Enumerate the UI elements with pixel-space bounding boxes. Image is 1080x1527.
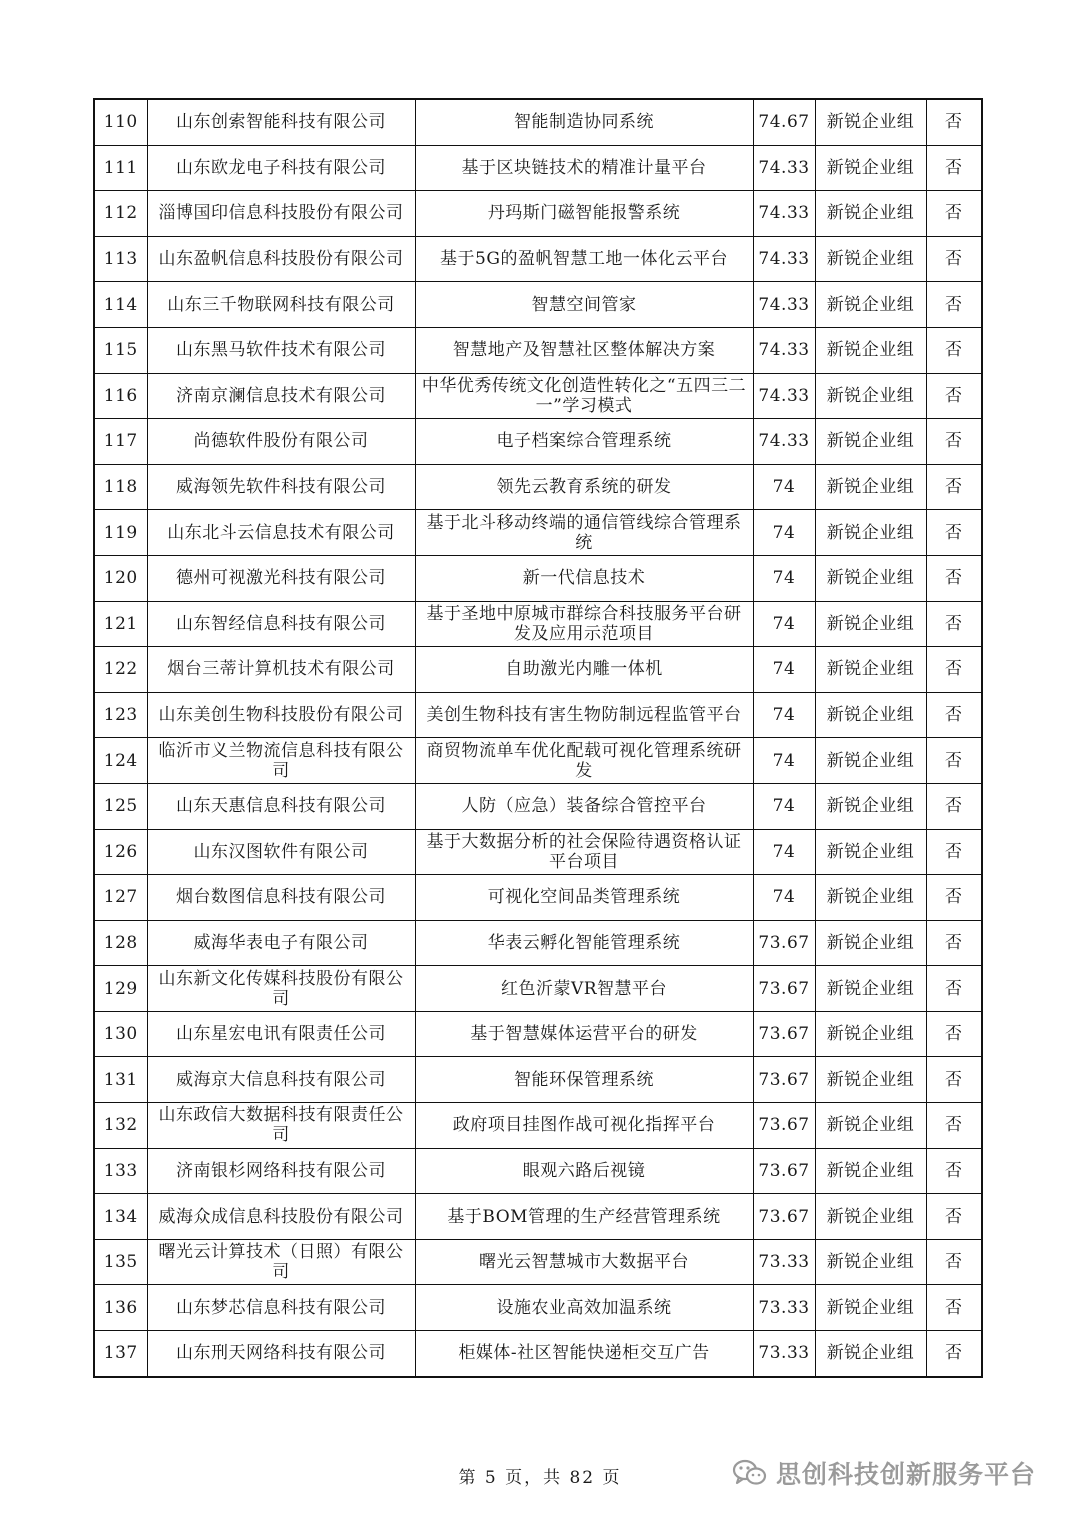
- flag-cell: 否: [926, 327, 982, 373]
- row-number-cell: 126: [94, 829, 147, 875]
- company-name-cell: 烟台三蒂计算机技术有限公司: [147, 647, 415, 693]
- company-name-cell: 山东天惠信息科技有限公司: [147, 783, 415, 829]
- company-name-cell: 山东刑天网络科技有限公司: [147, 1331, 415, 1377]
- flag-cell: 否: [926, 236, 982, 282]
- group-cell: 新锐企业组: [815, 464, 926, 510]
- table-row: [94, 783, 982, 829]
- project-name-cell: 丹玛斯门磁智能报警系统: [415, 191, 753, 237]
- flag-cell: 否: [926, 692, 982, 738]
- table-row: [94, 1148, 982, 1194]
- group-cell: 新锐企业组: [815, 783, 926, 829]
- company-name-cell: 尚德软件股份有限公司: [147, 419, 415, 465]
- company-name-cell: 威海京大信息科技有限公司: [147, 1057, 415, 1103]
- project-name-cell: 新一代信息技术: [415, 555, 753, 601]
- company-name-cell: 山东汉图软件有限公司: [147, 829, 415, 875]
- group-cell: 新锐企业组: [815, 692, 926, 738]
- project-name-cell: 美创生物科技有害生物防制远程监管平台: [415, 692, 753, 738]
- group-cell: 新锐企业组: [815, 373, 926, 419]
- row-number-cell: 110: [94, 99, 147, 145]
- company-name-cell: 威海领先软件科技有限公司: [147, 464, 415, 510]
- group-cell: 新锐企业组: [815, 282, 926, 328]
- score-cell: 74: [753, 510, 815, 556]
- group-cell: 新锐企业组: [815, 829, 926, 875]
- flag-cell: 否: [926, 875, 982, 921]
- project-name-cell: 眼观六路后视镜: [415, 1148, 753, 1194]
- table-row: [94, 966, 982, 1012]
- table-row: [94, 191, 982, 237]
- score-cell: 74: [753, 783, 815, 829]
- row-number-cell: 121: [94, 601, 147, 647]
- score-cell: 74.33: [753, 191, 815, 237]
- row-number-cell: 122: [94, 647, 147, 693]
- group-cell: 新锐企业组: [815, 647, 926, 693]
- row-number-cell: 131: [94, 1057, 147, 1103]
- project-name-cell: 智能环保管理系统: [415, 1057, 753, 1103]
- project-name-cell: 智能制造协同系统: [415, 99, 753, 145]
- flag-cell: 否: [926, 191, 982, 237]
- row-number-cell: 115: [94, 327, 147, 373]
- score-cell: 73.67: [753, 1103, 815, 1149]
- company-name-cell: 曙光云计算技术（日照）有限公司: [147, 1239, 415, 1285]
- table-row: [94, 1057, 982, 1103]
- row-number-cell: 136: [94, 1285, 147, 1331]
- group-cell: 新锐企业组: [815, 1148, 926, 1194]
- flag-cell: 否: [926, 373, 982, 419]
- score-cell: 73.67: [753, 920, 815, 966]
- table-body: [94, 99, 982, 1377]
- flag-cell: 否: [926, 920, 982, 966]
- score-cell: 74.33: [753, 236, 815, 282]
- group-cell: 新锐企业组: [815, 99, 926, 145]
- score-cell: 73.67: [753, 1194, 815, 1240]
- table-row: [94, 145, 982, 191]
- company-name-cell: 德州可视激光科技有限公司: [147, 555, 415, 601]
- row-number-cell: 134: [94, 1194, 147, 1240]
- watermark-text: 思创科技创新服务平台: [776, 1460, 1037, 1489]
- table-row: [94, 1331, 982, 1377]
- results-table: [93, 98, 983, 1378]
- company-name-cell: 山东星宏电讯有限责任公司: [147, 1011, 415, 1057]
- flag-cell: 否: [926, 1057, 982, 1103]
- score-cell: 74: [753, 555, 815, 601]
- project-name-cell: 基于5G的盈帆智慧工地一体化云平台: [415, 236, 753, 282]
- flag-cell: 否: [926, 1194, 982, 1240]
- table-row: [94, 1239, 982, 1285]
- company-name-cell: 山东北斗云信息技术有限公司: [147, 510, 415, 556]
- score-cell: 73.67: [753, 1148, 815, 1194]
- table-row: [94, 510, 982, 556]
- group-cell: 新锐企业组: [815, 875, 926, 921]
- row-number-cell: 125: [94, 783, 147, 829]
- watermark: [732, 1458, 1036, 1488]
- project-name-cell: 人防（应急）装备综合管控平台: [415, 783, 753, 829]
- company-name-cell: 威海众成信息科技股份有限公司: [147, 1194, 415, 1240]
- flag-cell: 否: [926, 829, 982, 875]
- flag-cell: 否: [926, 1285, 982, 1331]
- project-name-cell: 基于北斗移动终端的通信管线综合管理系统: [415, 510, 753, 556]
- group-cell: 新锐企业组: [815, 601, 926, 647]
- group-cell: 新锐企业组: [815, 236, 926, 282]
- flag-cell: 否: [926, 419, 982, 465]
- table-row: [94, 647, 982, 693]
- group-cell: 新锐企业组: [815, 1194, 926, 1240]
- table-row: [94, 1194, 982, 1240]
- score-cell: 73.67: [753, 966, 815, 1012]
- project-name-cell: 设施农业高效加温系统: [415, 1285, 753, 1331]
- project-name-cell: 电子档案综合管理系统: [415, 419, 753, 465]
- row-number-cell: 124: [94, 738, 147, 784]
- score-cell: 74.33: [753, 373, 815, 419]
- score-cell: 74: [753, 738, 815, 784]
- table-row: [94, 920, 982, 966]
- company-name-cell: 威海华表电子有限公司: [147, 920, 415, 966]
- company-name-cell: 淄博国印信息科技股份有限公司: [147, 191, 415, 237]
- project-name-cell: 自助激光内雕一体机: [415, 647, 753, 693]
- project-name-cell: 柜媒体-社区智能快递柜交互广告: [415, 1331, 753, 1377]
- group-cell: 新锐企业组: [815, 1011, 926, 1057]
- table-row: [94, 99, 982, 145]
- group-cell: 新锐企业组: [815, 419, 926, 465]
- table-row: [94, 236, 982, 282]
- group-cell: 新锐企业组: [815, 1239, 926, 1285]
- row-number-cell: 117: [94, 419, 147, 465]
- table-row: [94, 692, 982, 738]
- company-name-cell: 山东盈帆信息科技股份有限公司: [147, 236, 415, 282]
- project-name-cell: 智慧空间管家: [415, 282, 753, 328]
- project-name-cell: 基于圣地中原城市群综合科技服务平台研发及应用示范项目: [415, 601, 753, 647]
- row-number-cell: 133: [94, 1148, 147, 1194]
- flag-cell: 否: [926, 966, 982, 1012]
- flag-cell: 否: [926, 510, 982, 556]
- score-cell: 74: [753, 601, 815, 647]
- score-cell: 73.33: [753, 1239, 815, 1285]
- score-cell: 73.33: [753, 1331, 815, 1377]
- group-cell: 新锐企业组: [815, 1103, 926, 1149]
- project-name-cell: 基于区块链技术的精准计量平台: [415, 145, 753, 191]
- score-cell: 74.33: [753, 419, 815, 465]
- table-row: [94, 1285, 982, 1331]
- row-number-cell: 113: [94, 236, 147, 282]
- company-name-cell: 山东政信大数据科技有限责任公司: [147, 1103, 415, 1149]
- flag-cell: 否: [926, 738, 982, 784]
- table-row: [94, 1103, 982, 1149]
- company-name-cell: 山东新文化传媒科技股份有限公司: [147, 966, 415, 1012]
- group-cell: 新锐企业组: [815, 145, 926, 191]
- company-name-cell: 烟台数图信息科技有限公司: [147, 875, 415, 921]
- company-name-cell: 山东创索智能科技有限公司: [147, 99, 415, 145]
- flag-cell: 否: [926, 555, 982, 601]
- company-name-cell: 山东三千物联网科技有限公司: [147, 282, 415, 328]
- group-cell: 新锐企业组: [815, 510, 926, 556]
- row-number-cell: 116: [94, 373, 147, 419]
- company-name-cell: 山东梦芯信息科技有限公司: [147, 1285, 415, 1331]
- project-name-cell: 曙光云智慧城市大数据平台: [415, 1239, 753, 1285]
- project-name-cell: 基于大数据分析的社会保险待遇资格认证平台项目: [415, 829, 753, 875]
- flag-cell: 否: [926, 1011, 982, 1057]
- group-cell: 新锐企业组: [815, 920, 926, 966]
- table-row: [94, 373, 982, 419]
- company-name-cell: 山东美创生物科技股份有限公司: [147, 692, 415, 738]
- flag-cell: 否: [926, 145, 982, 191]
- group-cell: 新锐企业组: [815, 327, 926, 373]
- flag-cell: 否: [926, 1103, 982, 1149]
- row-number-cell: 137: [94, 1331, 147, 1377]
- flag-cell: 否: [926, 1239, 982, 1285]
- company-name-cell: 济南京澜信息技术有限公司: [147, 373, 415, 419]
- project-name-cell: 政府项目挂图作战可视化指挥平台: [415, 1103, 753, 1149]
- flag-cell: 否: [926, 647, 982, 693]
- row-number-cell: 130: [94, 1011, 147, 1057]
- company-name-cell: 临沂市义兰物流信息科技有限公司: [147, 738, 415, 784]
- group-cell: 新锐企业组: [815, 555, 926, 601]
- flag-cell: 否: [926, 783, 982, 829]
- project-name-cell: 基于智慧媒体运营平台的研发: [415, 1011, 753, 1057]
- score-cell: 74.33: [753, 145, 815, 191]
- score-cell: 74: [753, 829, 815, 875]
- project-name-cell: 中华优秀传统文化创造性转化之“五四三二一”学习模式: [415, 373, 753, 419]
- group-cell: 新锐企业组: [815, 191, 926, 237]
- flag-cell: 否: [926, 464, 982, 510]
- group-cell: 新锐企业组: [815, 1285, 926, 1331]
- flag-cell: 否: [926, 1331, 982, 1377]
- table-row: [94, 875, 982, 921]
- flag-cell: 否: [926, 282, 982, 328]
- score-cell: 74.33: [753, 282, 815, 328]
- score-cell: 73.33: [753, 1285, 815, 1331]
- row-number-cell: 123: [94, 692, 147, 738]
- row-number-cell: 119: [94, 510, 147, 556]
- project-name-cell: 智慧地产及智慧社区整体解决方案: [415, 327, 753, 373]
- group-cell: 新锐企业组: [815, 1331, 926, 1377]
- flag-cell: 否: [926, 1148, 982, 1194]
- company-name-cell: 山东智经信息科技有限公司: [147, 601, 415, 647]
- company-name-cell: 山东黑马软件技术有限公司: [147, 327, 415, 373]
- row-number-cell: 114: [94, 282, 147, 328]
- row-number-cell: 118: [94, 464, 147, 510]
- table-row: [94, 829, 982, 875]
- project-name-cell: 基于BOM管理的生产经营管理系统: [415, 1194, 753, 1240]
- score-cell: 74: [753, 692, 815, 738]
- company-name-cell: 山东欧龙电子科技有限公司: [147, 145, 415, 191]
- project-name-cell: 华表云孵化智能管理系统: [415, 920, 753, 966]
- page-number: 第 5 页，共 82 页: [458, 1468, 622, 1488]
- group-cell: 新锐企业组: [815, 1057, 926, 1103]
- table-row: [94, 1011, 982, 1057]
- table-row: [94, 419, 982, 465]
- project-name-cell: 商贸物流单车优化配载可视化管理系统研发: [415, 738, 753, 784]
- company-name-cell: 济南银杉网络科技有限公司: [147, 1148, 415, 1194]
- row-number-cell: 111: [94, 145, 147, 191]
- row-number-cell: 128: [94, 920, 147, 966]
- project-name-cell: 红色沂蒙VR智慧平台: [415, 966, 753, 1012]
- project-name-cell: 领先云教育系统的研发: [415, 464, 753, 510]
- table-row: [94, 327, 982, 373]
- table-row: [94, 601, 982, 647]
- table-row: [94, 282, 982, 328]
- group-cell: 新锐企业组: [815, 738, 926, 784]
- row-number-cell: 132: [94, 1103, 147, 1149]
- score-cell: 73.67: [753, 1057, 815, 1103]
- row-number-cell: 135: [94, 1239, 147, 1285]
- row-number-cell: 129: [94, 966, 147, 1012]
- row-number-cell: 120: [94, 555, 147, 601]
- table-row: [94, 555, 982, 601]
- score-cell: 74: [753, 647, 815, 693]
- project-name-cell: 可视化空间品类管理系统: [415, 875, 753, 921]
- table-row: [94, 738, 982, 784]
- row-number-cell: 127: [94, 875, 147, 921]
- score-cell: 73.67: [753, 1011, 815, 1057]
- row-number-cell: 112: [94, 191, 147, 237]
- flag-cell: 否: [926, 99, 982, 145]
- flag-cell: 否: [926, 601, 982, 647]
- group-cell: 新锐企业组: [815, 966, 926, 1012]
- score-cell: 74.67: [753, 99, 815, 145]
- score-cell: 74: [753, 875, 815, 921]
- score-cell: 74: [753, 464, 815, 510]
- score-cell: 74.33: [753, 327, 815, 373]
- wechat-icon: [732, 1458, 768, 1488]
- table-row: [94, 464, 982, 510]
